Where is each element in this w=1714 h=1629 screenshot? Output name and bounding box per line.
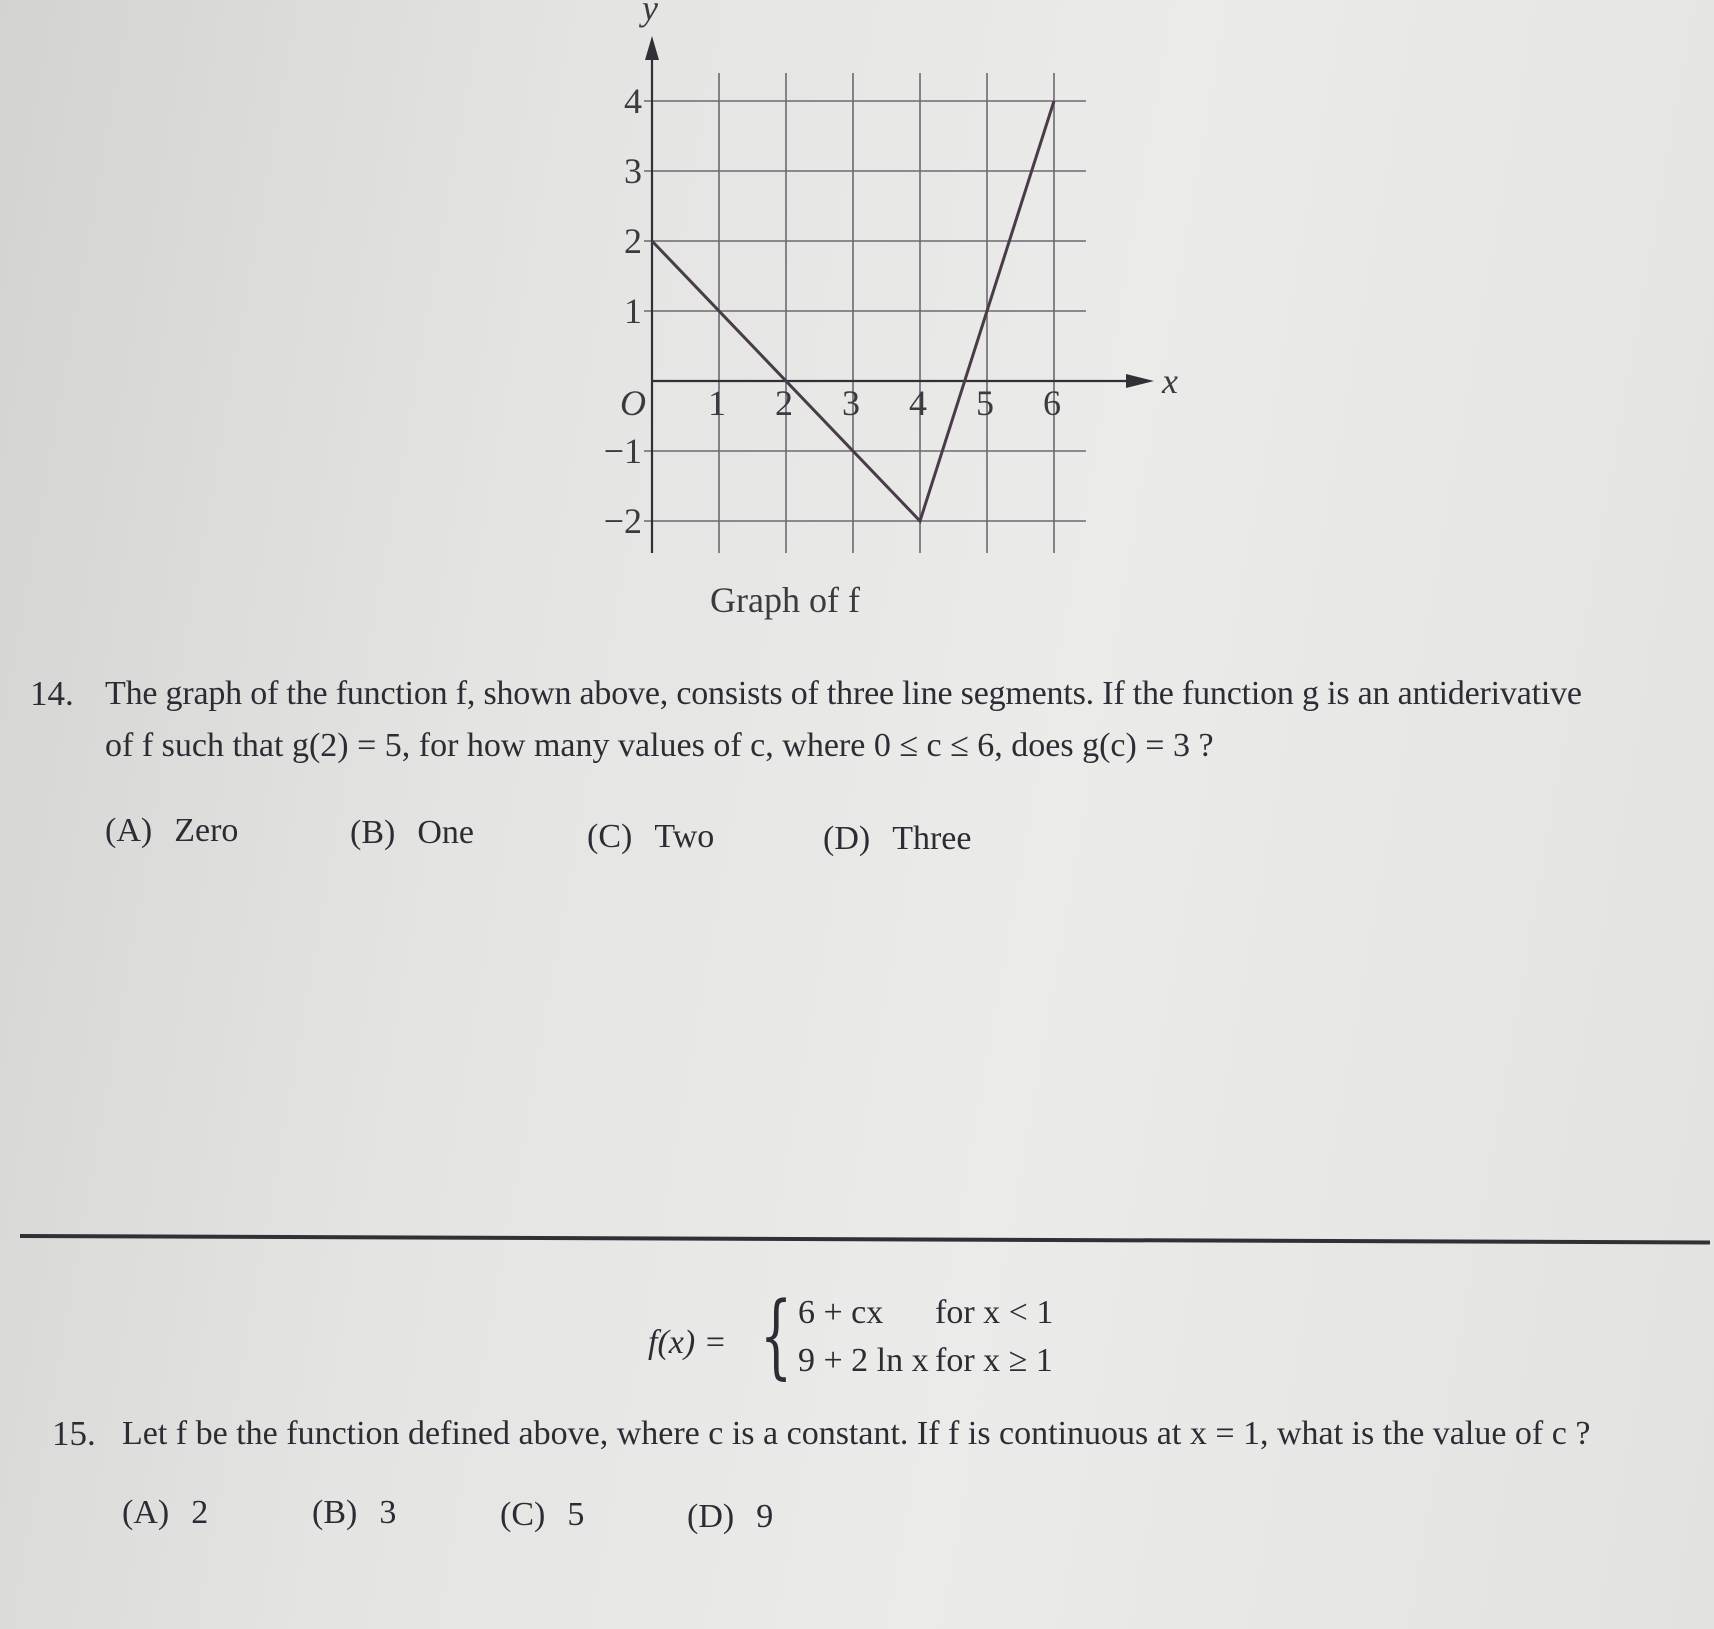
chart-title: Graph of f xyxy=(710,580,860,620)
q14-choice-d-label: (D) xyxy=(823,820,871,857)
y-tick-label: 2 xyxy=(624,221,642,261)
question-14-line1: The graph of the function f, shown above, consists of three line segments. If the function g is an antiderivative xyxy=(105,675,1582,712)
x-axis-label: x xyxy=(1162,361,1178,401)
q14-choice-d[interactable] xyxy=(823,820,971,858)
q15-choice-a-label: (A) xyxy=(122,1494,170,1531)
x-axis-arrow xyxy=(1126,374,1154,388)
x-tick-label: 4 xyxy=(909,383,927,423)
y-tick-label: −2 xyxy=(603,501,642,541)
q14-choice-b-text: One xyxy=(417,814,474,851)
grid-lines xyxy=(644,73,1086,553)
axes xyxy=(645,36,1154,553)
q14-choice-d-text: Three xyxy=(892,820,972,857)
question-14-number: 14. xyxy=(30,674,74,713)
q14-choice-a-label: (A) xyxy=(105,812,153,849)
x-tick-label: 5 xyxy=(976,383,994,423)
q14-choice-c-text: Two xyxy=(654,818,715,855)
origin-label: O xyxy=(620,383,646,423)
q15-choice-b[interactable] xyxy=(312,1494,396,1532)
q14-choice-b[interactable] xyxy=(350,814,474,852)
x-tick-label: 6 xyxy=(1043,383,1061,423)
case1-condition: for x < 1 xyxy=(935,1294,1054,1331)
q15-choice-a[interactable] xyxy=(122,1494,208,1532)
q15-choice-c[interactable] xyxy=(500,1496,584,1534)
q15-choice-d-text: 9 xyxy=(756,1498,774,1535)
q15-choice-b-label: (B) xyxy=(312,1494,358,1531)
case1-expression: 6 + cx xyxy=(798,1294,884,1331)
x-tick-label: 1 xyxy=(708,383,726,423)
q15-choice-d[interactable] xyxy=(687,1498,773,1536)
q14-choice-c-label: (C) xyxy=(587,818,633,855)
y-axis-arrow xyxy=(645,36,659,60)
q15-choice-b-text: 3 xyxy=(379,1494,397,1531)
q14-choice-a[interactable] xyxy=(105,812,238,850)
section-divider xyxy=(20,1234,1710,1244)
y-tick-label: −1 xyxy=(603,431,642,471)
tick-labels xyxy=(604,0,1178,541)
q15-choice-c-label: (C) xyxy=(500,1496,546,1533)
x-tick-label: 3 xyxy=(842,383,860,423)
graph-of-f xyxy=(560,0,1180,640)
q14-choice-b-label: (B) xyxy=(350,814,396,851)
q15-choice-c-text: 5 xyxy=(567,1496,585,1533)
q15-choice-d-label: (D) xyxy=(687,1498,735,1535)
q15-choice-a-text: 2 xyxy=(191,1494,209,1531)
case2-expression: 9 + 2 ln x xyxy=(798,1342,929,1379)
y-tick-label: 3 xyxy=(624,151,642,191)
case2-condition: for x ≥ 1 xyxy=(935,1342,1053,1379)
y-tick-label: 1 xyxy=(624,291,642,331)
question-14-line2: of f such that g(2) = 5, for how many values of c, where 0 ≤ c ≤ 6, does g(c) = 3 ? xyxy=(105,727,1214,764)
function-lhs: f(x) = xyxy=(648,1324,727,1361)
q14-choice-c[interactable] xyxy=(587,818,714,856)
q14-choice-a-text: Zero xyxy=(174,812,239,849)
question-15-text: Let f be the function defined above, where c is a constant. If f is continuous at x = 1, what is the value of c ? xyxy=(122,1415,1591,1452)
left-brace: { xyxy=(760,1282,793,1389)
y-tick-label: 4 xyxy=(624,81,642,121)
y-axis-label: y xyxy=(642,0,658,28)
x-tick-label: 2 xyxy=(775,383,793,423)
question-15-number: 15. xyxy=(52,1414,96,1453)
